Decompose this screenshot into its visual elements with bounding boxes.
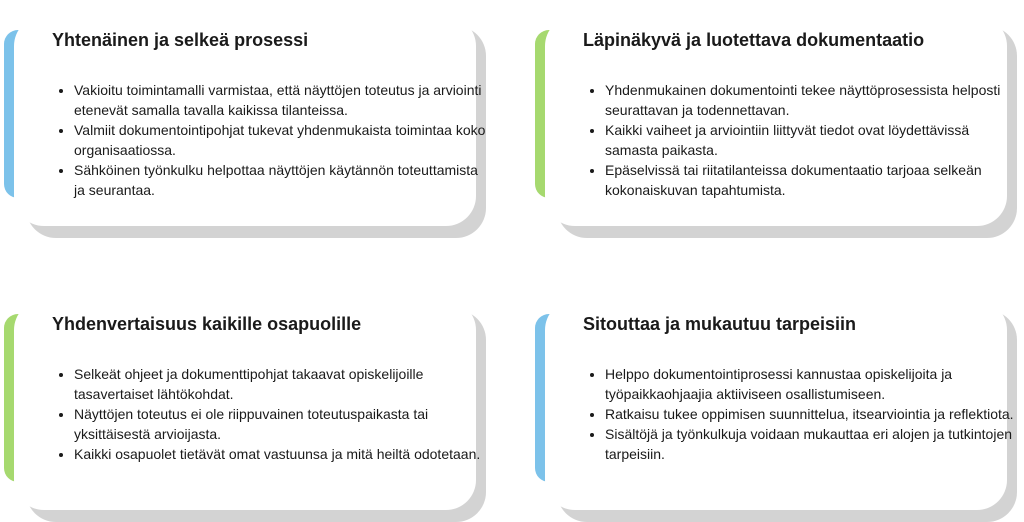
card-body [14, 16, 486, 226]
list-item: • Epäselvissä tai riitatilanteissa dokumentaatio tarjoaa selkeän kokonaiskuvan tapahtumista. [605, 160, 1023, 200]
list-item: • Valmiit dokumentointipohjat tukevat yhdenmukaista toimintaa koko organisaatiossa. [74, 120, 492, 160]
list-item: • Sähköinen työnkulku helpottaa näyttöjen käytännön toteuttamista ja seurantaa. [74, 160, 492, 200]
list-item: • Helppo dokumentointiprosessi kannustaa opiskelijoita ja työpaikkaohjaajia aktiiviseen osallistumiseen. [605, 364, 1023, 404]
card-title: Yhtenäinen ja selkeä prosessi [52, 30, 309, 50]
list-item: • Selkeät ohjeet ja dokumenttipohjat takaavat opiskelijoille tasavertaiset lähtökohdat. [74, 364, 492, 404]
card-body [545, 300, 1014, 510]
list-item: • Kaikki vaiheet ja arviointiin liittyvät tiedot ovat löydettävissä samasta paikasta. [605, 120, 1023, 160]
card-body [545, 16, 1007, 226]
card-bullet-list [52, 364, 492, 464]
card-title: Läpinäkyvä ja luotettava dokumentaatio [583, 30, 925, 50]
list-item: • Kaikki osapuolet tietävät omat vastuunsa ja mitä heiltä odotetaan. [74, 444, 492, 464]
list-item: • Vakioitu toimintamalli varmistaa, että näyttöjen toteutus ja arviointi etenevät samalla tavalla kaikissa tilanteissa. [74, 80, 492, 120]
list-item: • Ratkaisu tukee oppimisen suunnittelua, itsearviointia ja reflektiota. [605, 404, 1023, 424]
list-item: • Näyttöjen toteutus ei ole riippuvainen toteutuspaikasta tai yksittäisestä arvioijasta. [74, 404, 492, 444]
card-bullet-list [583, 80, 1023, 200]
card-title: Yhdenvertaisuus kaikille osapuolille [52, 314, 362, 334]
card-body [14, 300, 481, 510]
card-bullet-list [583, 364, 1023, 464]
list-item: • Yhdenmukainen dokumentointi tekee näyttöprosessista helposti seurattavan ja todennettavan. [605, 80, 1023, 120]
card-bullet-list [52, 80, 492, 200]
list-item: • Sisältöjä ja työnkulkuja voidaan mukauttaa eri alojen ja tutkintojen tarpeisiin. [605, 424, 1023, 464]
card-title: Sitouttaa ja mukautuu tarpeisiin [583, 314, 857, 334]
